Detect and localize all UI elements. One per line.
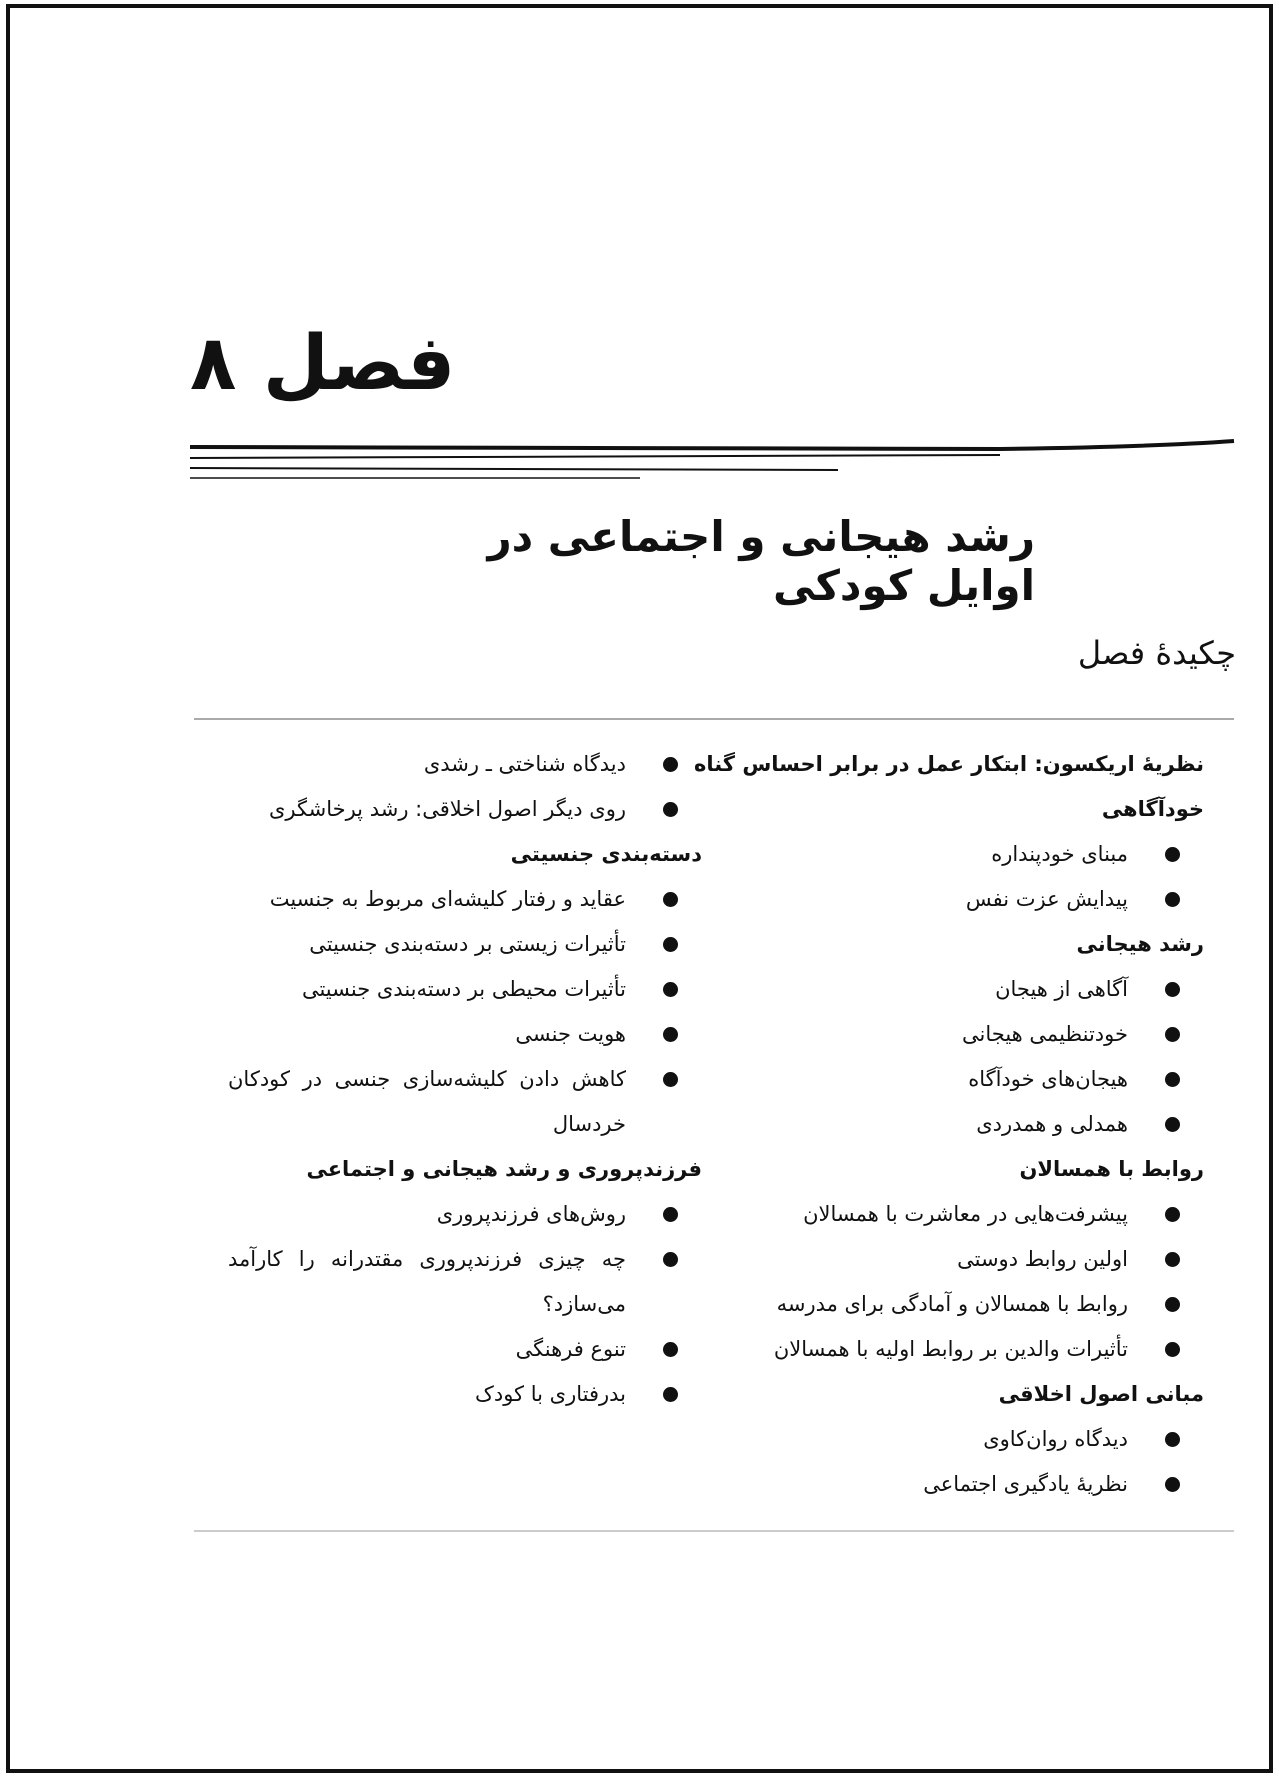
list-item: کاهش دادن کلیشه‌سازی جنسی در کودکان خردسال [228,1057,702,1147]
summary-column-left [228,742,702,1417]
list-item: هیجان‌های خودآگاه [690,1057,1204,1102]
list-item: خودتنظیمی هیجانی [690,1012,1204,1057]
list-item: روش‌های فرزندپروری [228,1192,702,1237]
list-item: پیدایش عزت نفس [690,877,1204,922]
section [228,1147,702,1417]
section [690,1147,1204,1372]
list-item: تأثیرات محیطی بر دسته‌بندی جنسیتی [228,967,702,1012]
section-heading: نظریهٔ اریکسون: ابتکار عمل در برابر احساس گناه [693,752,1204,776]
section-heading: خودآگاهی [1101,797,1204,821]
list-item: مبنای خودپنداره [690,832,1204,877]
list-item: پیشرفت‌هایی در معاشرت با همسالان [690,1192,1204,1237]
list-item: چه چیزی فرزندپروری مقتدرانه را کارآمد می‌سازد؟ [228,1237,702,1327]
section [690,742,1204,787]
section-heading: فرزندپروری و رشد هیجانی و اجتماعی [306,1157,702,1181]
list-item: اولین روابط دوستی [690,1237,1204,1282]
list-item: تأثیرات زیستی بر دسته‌بندی جنسیتی [228,922,702,967]
list-item: دیدگاه روان‌کاوی [690,1417,1204,1462]
list-item: بدرفتاری با کودک [228,1372,702,1417]
list-item: روابط با همسالان و آمادگی برای مدرسه [690,1282,1204,1327]
section [690,922,1204,1147]
list-item: نظریهٔ یادگیری اجتماعی [690,1462,1204,1507]
section [228,832,702,1147]
summary-heading: چکیدهٔ فصل [1077,634,1236,672]
list-item: عقاید و رفتار کلیشه‌ای مربوط به جنسیت [228,877,702,922]
summary-column-right [690,742,1204,1507]
section-heading: روابط با همسالان [1019,1157,1204,1181]
chapter-label: فصل ۸ [190,318,456,407]
list-item: هویت جنسی [228,1012,702,1057]
section-heading: دسته‌بندی جنسیتی [510,842,702,866]
list-item: تنوع فرهنگی [228,1327,702,1372]
list-item: تأثیرات والدین بر روابط اولیه با همسالان [690,1327,1204,1372]
section [228,742,702,832]
chapter-title: رشد هیجانی و اجتماعی در اوایل کودکی [487,512,1035,610]
list-item: همدلی و همدردی [690,1102,1204,1147]
section-heading: رشد هیجانی [1076,932,1204,956]
decorative-rules [0,0,1279,500]
section [690,1372,1204,1507]
list-item: دیدگاه شناختی ـ رشدی [228,742,702,787]
section-heading: مبانی اصول اخلاقی [998,1382,1204,1406]
section [690,787,1204,922]
list-item: روی دیگر اصول اخلاقی: رشد پرخاشگری [228,787,702,832]
list-item: آگاهی از هیجان [690,967,1204,1012]
